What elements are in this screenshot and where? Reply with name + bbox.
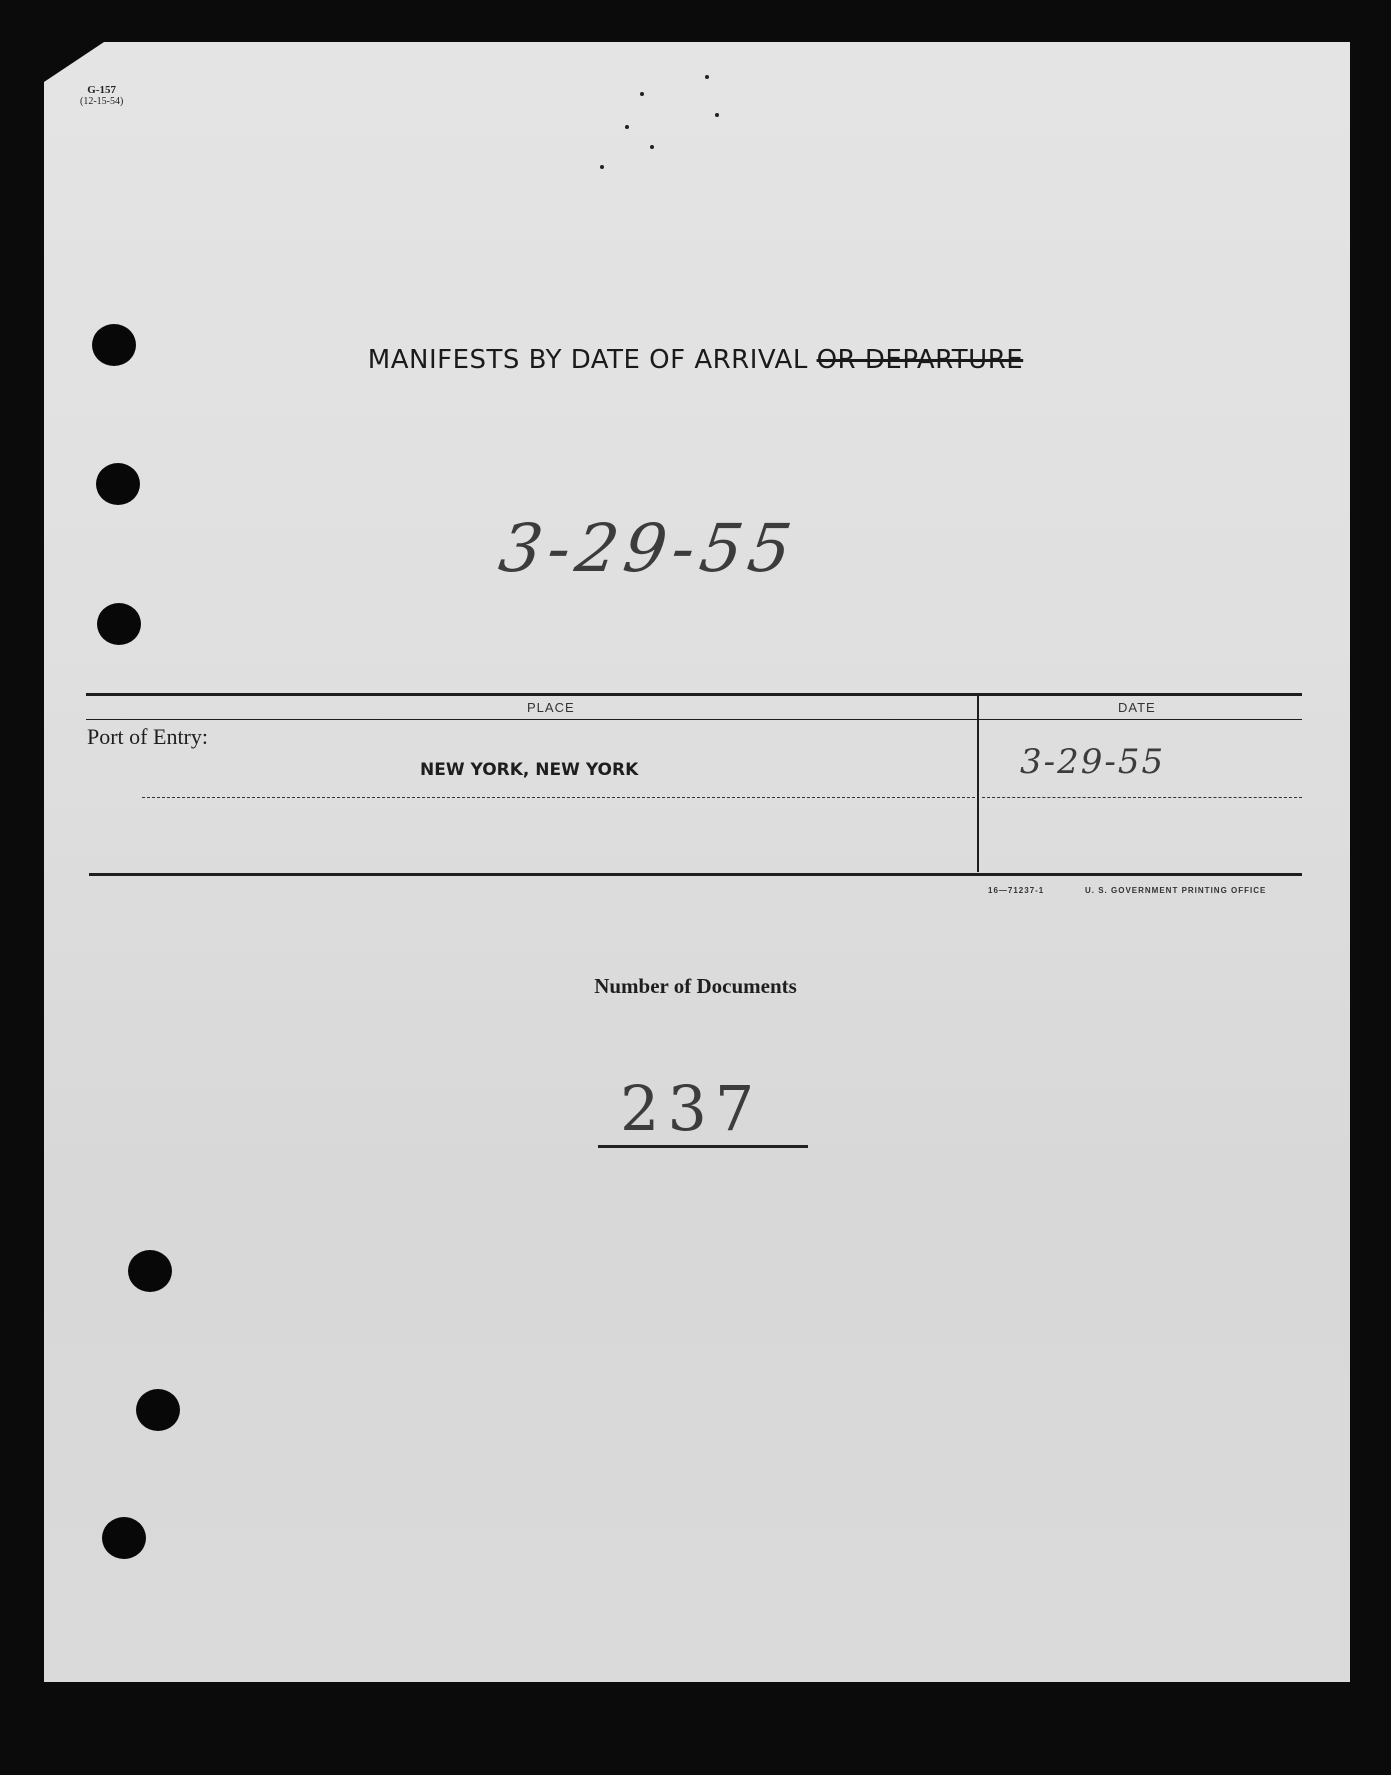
documents-underline [598,1145,808,1148]
punch-hole [136,1389,180,1431]
punch-hole [97,603,141,645]
ink-speck [650,145,654,149]
punch-hole [96,463,140,505]
ink-speck [640,92,644,96]
form-number: G-157 [87,84,117,96]
place-value: NEW YORK, NEW YORK [420,760,639,780]
date-value: 3-29-55 [1020,742,1166,782]
form-revision: (12-15-54) [80,96,124,107]
ink-speck [705,75,709,79]
document-sheet [44,42,1350,1682]
punch-hole [128,1250,172,1292]
table-column-divider [977,695,979,872]
table-bottom-rule [89,873,1302,876]
punch-hole [102,1517,146,1559]
date-column-header: DATE [1118,700,1156,715]
ink-speck [600,165,604,169]
printing-office: U. S. GOVERNMENT PRINTING OFFICE [1085,886,1267,895]
heading-main: MANIFESTS BY DATE OF ARRIVAL [367,345,808,375]
place-dashed-line [142,797,975,798]
documents-label: Number of Documents [594,974,797,998]
handwritten-date: 3-29-55 [494,510,802,587]
port-of-entry-label: Port of Entry: [87,724,208,749]
table-top-rule [86,693,1302,696]
form-code [80,84,123,108]
heading-struck-text: OR DEPARTURE [816,345,1024,375]
table-header-rule [86,719,1302,720]
page-title [0,345,1391,375]
ink-speck [715,113,719,117]
place-column-header: PLACE [527,700,575,715]
printer-code: 16—71237-1 [988,886,1045,895]
ink-speck [625,125,629,129]
documents-count: 237 [620,1072,763,1145]
date-dashed-line [982,797,1302,798]
